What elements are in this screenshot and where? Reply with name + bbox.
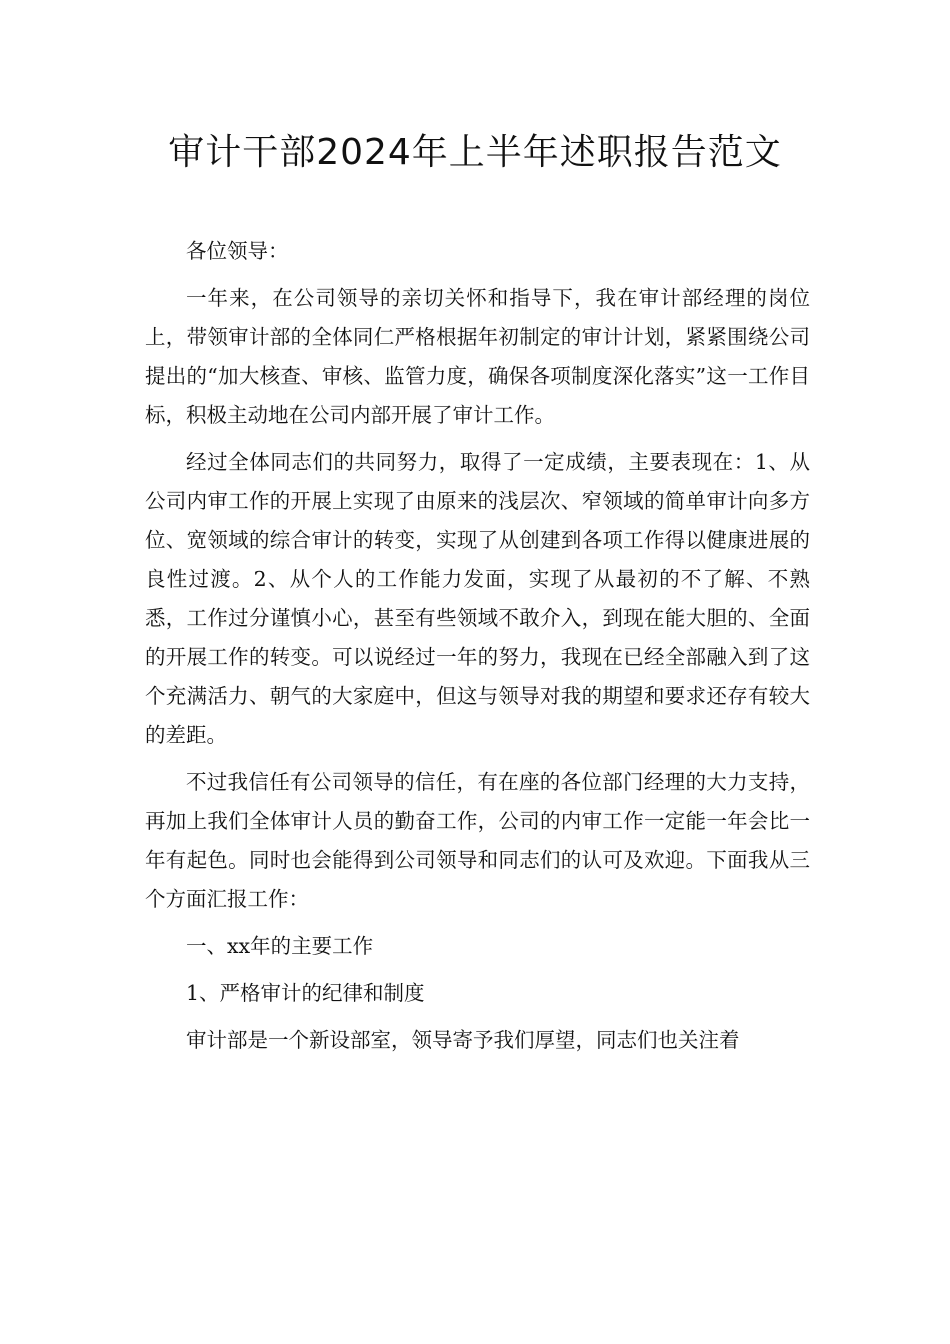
paragraph: 不过我信任有公司领导的信任，有在座的各位部门经理的大力支持，再加上我们全体审计人员的勤奋工作，公司的内审工作一定能一年会比一年有起色。同时也会能得到公司领导和同志们的认可及欢迎。下面我从三个方面汇报工作： [145, 770, 810, 911]
paragraph: 一年来，在公司领导的亲切关怀和指导下，我在审计部经理的岗位上，带领审计部的全体同仁严格根据年初制定的审计计划，紧紧围绕公司提出的“加大核查、审核、监管力度，确保各项制度深化落实”这一工作目标，积极主动地在公司内部开展了审计工作。 [145, 286, 810, 427]
document-body [145, 232, 810, 1068]
subsection-heading: 1、严格审计的纪律和制度 [186, 981, 425, 1005]
paragraph: 审计部是一个新设部室，领导寄予我们厚望，同志们也关注着 [186, 1028, 740, 1052]
salutation: 各位领导： [186, 239, 289, 263]
section-heading: 一、xx年的主要工作 [186, 934, 374, 958]
paragraph: 经过全体同志们的共同努力，取得了一定成绩，主要表现在：1、从公司内审工作的开展上实现了由原来的浅层次、窄领域的简单审计向多方位、宽领域的综合审计的转变，实现了从创建到各项工作得以健康进展的良性过渡。2、从个人的工作能力发面，实现了从最初的不了解、不熟悉，工作过分谨慎小心，甚至有些领域不敢介入，到现在能大胆的、全面的开展工作的转变。可以说经过一年的努力，我现在已经全部融入到了这个充满活力、朝气的大家庭中，但这与领导对我的期望和要求还存有较大的差距。 [145, 450, 810, 747]
document-title: 审计干部2024年上半年述职报告范文 [168, 132, 782, 173]
